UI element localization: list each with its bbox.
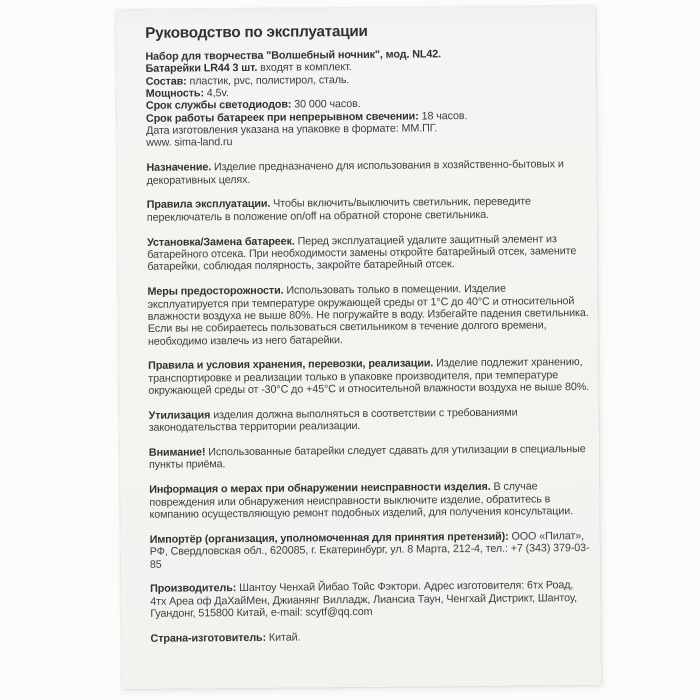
website-url: www. sima-land.ru	[146, 136, 233, 150]
para-text: Чтобы включить/выключить светильник, переведите переключатель в положение on/off на обратной стороне светильника.	[146, 195, 531, 224]
manual-content	[145, 21, 591, 645]
para-text: Использовать только в помещении. Изделие эксплуатируется при температуре окружающей среды от 1°С до 40°С и относительной влажности воздуха не выше 80%. Не погружайте в воду. Избегайте падения светильника. Если вы не собираетесь пользоваться светильником в течение долгого времени, необходимо извлечь из него батарейки.	[147, 282, 589, 348]
para-label: Импортёр (организация, уполномоченная для принятия претензий):	[149, 530, 509, 546]
spec-line-website	[146, 133, 587, 149]
spec-label: Мощность:	[145, 87, 204, 100]
para-label: Установка/Замена батареек.	[147, 235, 295, 249]
manual-title: Руководство по эксплуатации	[145, 22, 368, 42]
para-importer	[150, 530, 591, 571]
spec-value: 18 часов.	[418, 109, 468, 123]
spec-value: пластик, pvc, полистирол, сталь.	[186, 73, 350, 88]
para-label: Внимание!	[148, 446, 206, 459]
para-text: Использованные батарейки следует сдавать для утилизации в специальные пункты приёма.	[148, 443, 586, 472]
para-purpose	[146, 158, 587, 187]
para-label: Правила и условия хранения, перевозки, реализации.	[148, 357, 434, 373]
spec-value: 4,5v.	[203, 87, 229, 100]
spec-value: Дата изготовления указана на упаковке в формате: ММ.ПГ.	[146, 122, 438, 137]
para-label: Производитель:	[150, 582, 237, 596]
para-precautions	[147, 282, 589, 348]
para-text: Китай.	[265, 631, 301, 644]
para-text: Шантоу Ченхай Йибао Тойс Фэктори. Адрес изготовителя: 6тх Роад, 4тх Ареа оф ДаХайМен, Джианянг Вилладж, Лиансиа Таун, Ченгхай Дистрикт, Шантоу, Гуандонг, 515800 Китай, e-mail: scytf@qq.com	[150, 579, 577, 620]
para-usage-rules	[147, 195, 588, 224]
para-label: Утилизация	[148, 409, 211, 422]
para-label: Назначение.	[146, 161, 212, 175]
para-storage-transport	[148, 356, 589, 397]
para-text: В случае повреждения или обнаружения неисправности выключите изделие, обратитесь в компанию осуществляющую ремонт подобных изделий, для получения консультации.	[149, 480, 574, 521]
para-text: изделия должна выполняться в соответствии с требованиями законодательства территории реализации.	[148, 406, 518, 435]
spec-label: Срок службы светодиодов:	[145, 98, 292, 113]
para-label: Меры предосторожности.	[147, 284, 284, 298]
spec-value: 30 000 часов.	[291, 98, 361, 111]
para-malfunction-info	[149, 480, 590, 521]
manual-page	[116, 6, 601, 689]
para-text: Перед эксплуатацией удалите защитный элемент из батарейного отсека. При необходимости замены откройте батарейный отсек, замените батарейки, соблюдая полярность, закройте батарейный отсек.	[147, 232, 577, 274]
spec-value: входят в комплект.	[257, 61, 352, 75]
spec-label: Набор для творчества "Волшебный ночник", мод. NL42.	[145, 48, 442, 63]
spec-label: Батарейки LR44 3 шт.	[145, 62, 258, 76]
para-text: Изделие подлежит хранению, транспортировке и реализации только в упаковке производителя, при температуре окружающей среды от -30°С до +45°С и относительной влажности воздуха не выше 80%.	[148, 356, 590, 397]
para-manufacturer	[150, 579, 591, 620]
para-battery-install	[147, 233, 588, 274]
para-label: Страна-изготовитель:	[150, 631, 267, 645]
para-label: Правила эксплуатации.	[146, 198, 271, 212]
para-disposal	[149, 406, 590, 435]
para-text: ООО «Пилат», РФ, Свердловская обл., 620085, г. Екатеринбург, ул. 8 Марта, 212-4, тел.: +7 (343) 379-03-85	[149, 529, 590, 571]
para-text: Изделие предназначено для использования в хозяйственно-бытовых и декоративных целях.	[146, 158, 564, 187]
spec-label: Срок работы батареек при непрерывном свечении:	[145, 110, 419, 125]
para-warning	[149, 443, 590, 472]
para-label: Информация о мерах при обнаружении неисправности изделия.	[149, 481, 491, 497]
spec-label: Состав:	[145, 75, 187, 88]
para-country-of-origin	[150, 629, 591, 645]
